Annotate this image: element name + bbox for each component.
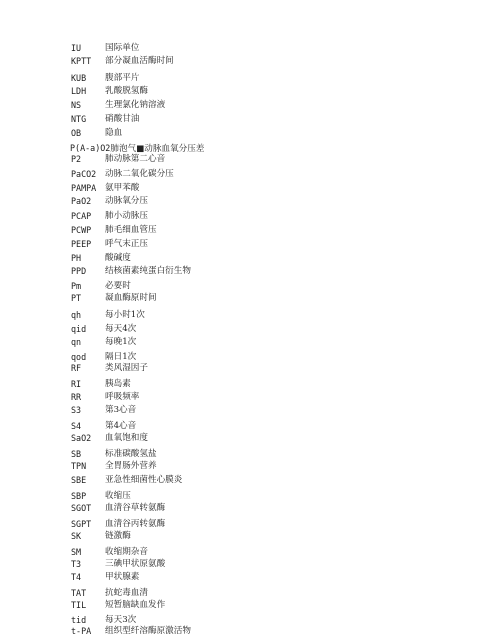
- definition: 硝酸甘油: [105, 114, 140, 124]
- abbreviation: S3: [71, 405, 82, 415]
- abbreviation: S4: [71, 421, 82, 431]
- definition: 生理氯化钠溶液: [105, 100, 166, 110]
- definition: 每天4次: [105, 324, 137, 334]
- glossary-entry: [71, 265, 491, 278]
- definition: 血清谷丙转氨酶: [105, 519, 166, 529]
- glossary-entry: [71, 42, 491, 55]
- definition: 血清谷草转氨酶: [105, 503, 166, 513]
- abbreviation: SB: [71, 449, 82, 459]
- definition: 第4心音: [105, 421, 137, 431]
- glossary-entry: [71, 252, 491, 265]
- glossary-entry: [71, 195, 491, 208]
- definition: 亚急性细菌性心膜炎: [105, 475, 183, 485]
- glossary-entry: [71, 55, 491, 68]
- abbreviation: SGPT: [71, 519, 92, 529]
- glossary-entry: [71, 85, 491, 98]
- definition: 肺泡气■动脉血氧分压差: [110, 144, 205, 154]
- definition: 类风湿因子: [105, 363, 148, 373]
- abbreviation: T4: [71, 572, 82, 582]
- abbreviation: PEEP: [71, 239, 92, 249]
- glossary-entry: [71, 72, 491, 85]
- abbreviation: LDH: [71, 86, 87, 96]
- glossary-entry: [71, 224, 491, 237]
- glossary-entry: [71, 238, 491, 251]
- glossary-entry: [71, 362, 491, 375]
- definition: 链激酶: [105, 531, 131, 541]
- glossary-entry: [71, 127, 491, 140]
- definition: 每小时1次: [105, 310, 145, 320]
- abbreviation: NTG: [71, 114, 87, 124]
- glossary-entry: [71, 502, 491, 515]
- definition: 收缩期杂音: [105, 547, 148, 557]
- glossary-entry: [71, 153, 491, 166]
- glossary-entry: [71, 530, 491, 543]
- abbreviation: SaO2: [71, 433, 92, 443]
- abbreviation: RF: [71, 363, 82, 373]
- definition: 每晚1次: [105, 337, 137, 347]
- definition: 必要时: [105, 281, 131, 291]
- abbreviation: PCWP: [71, 225, 92, 235]
- definition: 动脉氧分压: [105, 196, 148, 206]
- abbreviation: TPN: [71, 461, 87, 471]
- abbreviation: RR: [71, 392, 82, 402]
- definition: 肺毛细血管压: [105, 225, 157, 235]
- glossary-entry: [71, 210, 491, 223]
- glossary-entry: [71, 404, 491, 417]
- abbreviation: PaCO2: [71, 169, 97, 179]
- abbreviation: PAMPA: [71, 183, 97, 193]
- definition: 胰岛素: [105, 379, 131, 389]
- definition: 部分凝血活酶时间: [105, 56, 174, 66]
- abbreviation: Pm: [71, 281, 82, 291]
- glossary-entry: [71, 474, 491, 487]
- abbreviation: P2: [71, 154, 82, 164]
- abbreviation: KPTT: [71, 56, 92, 66]
- glossary-entry: [71, 432, 491, 445]
- glossary-entry: [71, 323, 491, 336]
- definition: 血氧饱和度: [105, 433, 148, 443]
- definition: 短暂脑缺血发作: [105, 600, 166, 610]
- definition: 肺动脉第二心音: [105, 154, 166, 164]
- abbreviation: qid: [71, 324, 87, 334]
- abbreviation: NS: [71, 100, 82, 110]
- glossary-entry: [71, 378, 491, 391]
- abbreviation: PT: [71, 293, 82, 303]
- definition: 隔日1次: [105, 352, 137, 362]
- abbreviation: qod: [71, 352, 87, 362]
- definition: 抗蛇毒血清: [105, 588, 148, 598]
- definition: 肺小动脉压: [105, 211, 148, 221]
- abbreviation: SBE: [71, 475, 87, 485]
- definition: 组织型纤溶酶原激活物: [105, 626, 191, 636]
- definition: 呼吸频率: [105, 392, 140, 402]
- glossary-entry: [71, 391, 491, 404]
- definition: 标准碳酸氢盐: [105, 449, 157, 459]
- definition: 结核菌素纯蛋白衍生物: [105, 266, 191, 276]
- definition: 腹部平片: [105, 73, 140, 83]
- abbreviation: SK: [71, 531, 82, 541]
- definition: 每天3次: [105, 615, 137, 625]
- abbreviation: PaO2: [71, 196, 92, 206]
- definition: 国际单位: [105, 43, 140, 53]
- definition: 收缩压: [105, 491, 131, 501]
- abbreviation: SGOT: [71, 503, 92, 513]
- abbreviation: KUB: [71, 73, 87, 83]
- glossary-entry: [71, 182, 491, 195]
- glossary-entry: [71, 309, 491, 322]
- abbreviation: SM: [71, 547, 82, 557]
- definition: 动脉二氧化碳分压: [105, 169, 174, 179]
- abbreviation: qn: [71, 337, 82, 347]
- abbreviation: SBP: [71, 491, 87, 501]
- definition: 呼气末正压: [105, 239, 148, 249]
- glossary-entry: [71, 168, 491, 181]
- glossary-entry: [71, 292, 491, 305]
- abbreviation: PH: [71, 253, 82, 263]
- glossary-entry: [71, 460, 491, 473]
- abbreviation: RI: [71, 379, 82, 389]
- glossary-entry: [71, 571, 491, 584]
- abbreviation: PCAP: [71, 211, 92, 221]
- abbreviation: qh: [71, 310, 82, 320]
- glossary-entry: [71, 113, 491, 126]
- definition: 乳酸脱氢酶: [105, 86, 148, 96]
- glossary-entry: [71, 625, 491, 638]
- glossary-entry: [71, 336, 491, 349]
- definition: 凝血酶原时间: [105, 293, 157, 303]
- abbreviation: TAT: [71, 588, 87, 598]
- definition: 隐血: [105, 128, 123, 138]
- abbreviation: OB: [71, 128, 82, 138]
- definition: 第3心音: [105, 405, 137, 415]
- glossary-entry: [71, 558, 491, 571]
- definition: 甲状腺素: [105, 572, 140, 582]
- abbreviation: P(A-a)O2: [70, 143, 111, 153]
- abbreviation: PPD: [71, 266, 87, 276]
- abbreviation: TIL: [71, 600, 87, 610]
- definition: 三碘甲状原氨酸: [105, 559, 166, 569]
- glossary-entry: [71, 99, 491, 112]
- definition: 氨甲苯酸: [105, 183, 140, 193]
- definition: 酸碱度: [105, 253, 131, 263]
- glossary-entry: [71, 599, 491, 612]
- definition: 全胃肠外营养: [105, 461, 157, 471]
- abbreviation: t-PA: [71, 626, 92, 636]
- abbreviation: T3: [71, 559, 82, 569]
- abbreviation: IU: [71, 43, 82, 53]
- abbreviation: tid: [71, 615, 87, 625]
